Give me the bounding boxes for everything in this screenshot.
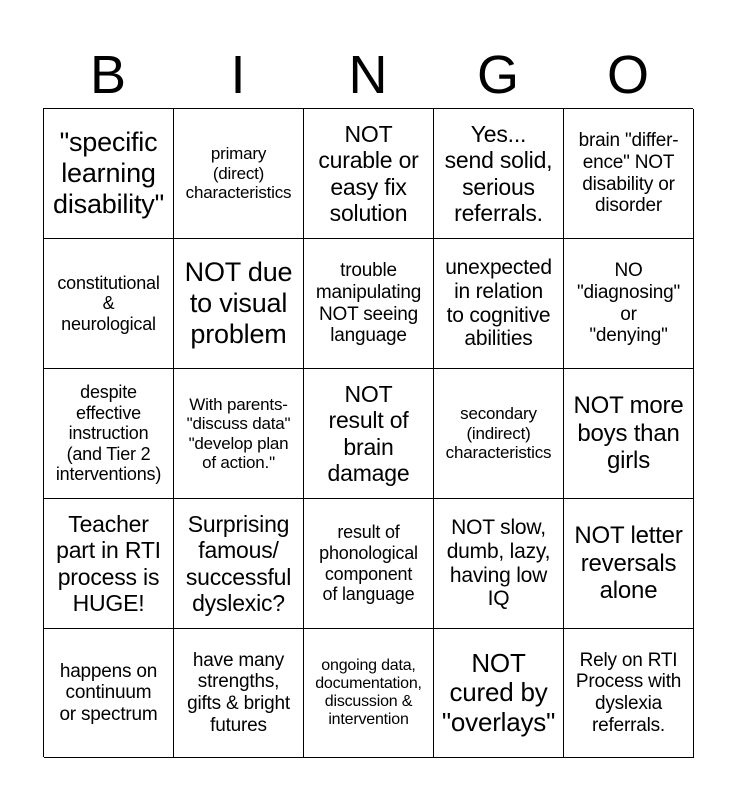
header-letter-n: N	[348, 45, 388, 105]
bingo-cell[interactable]: NOT curable or easy fix solution	[304, 109, 434, 239]
bingo-cell[interactable]: NO "diagnosing" or "denying"	[564, 239, 694, 369]
bingo-header	[43, 44, 693, 106]
bingo-cell[interactable]: trouble manipulating NOT seeing language	[304, 239, 434, 369]
bingo-cell[interactable]: ongoing data, documentation, discussion & intervention	[304, 629, 434, 758]
header-letter-g: G	[476, 45, 519, 105]
bingo-cell[interactable]: despite effective instruction (and Tier 2 interventions)	[44, 369, 174, 499]
bingo-cell[interactable]: NOT letter reversals alone	[564, 499, 694, 629]
bingo-cell[interactable]: Rely on RTI Process with dyslexia referrals.	[564, 629, 694, 758]
bingo-cell[interactable]: primary (direct) characteristics	[174, 109, 304, 239]
header-letter-i: I	[230, 45, 246, 105]
bingo-cell[interactable]: With parents- "discuss data" "develop plan of action."	[174, 369, 304, 499]
bingo-cell[interactable]: happens on continuum or spectrum	[44, 629, 174, 758]
bingo-cell[interactable]: result of phonological component of language	[304, 499, 434, 629]
bingo-cell[interactable]: unexpected in relation to cognitive abilities	[434, 239, 564, 369]
bingo-grid	[43, 108, 693, 757]
bingo-cell[interactable]: secondary (indirect) characteristics	[434, 369, 564, 499]
header-letter-b: B	[89, 45, 127, 105]
bingo-cell[interactable]: NOT cured by "overlays"	[434, 629, 564, 758]
header-letter-o: O	[606, 45, 649, 105]
bingo-cell[interactable]: brain "differ- ence" NOT disability or disorder	[564, 109, 694, 239]
bingo-cell[interactable]: NOT result of brain damage	[304, 369, 434, 499]
bingo-cell[interactable]: "specific learning disability"	[44, 109, 174, 239]
bingo-cell[interactable]: Yes... send solid, serious referrals.	[434, 109, 564, 239]
bingo-cell[interactable]: NOT due to visual problem	[174, 239, 304, 369]
bingo-cell[interactable]: NOT more boys than girls	[564, 369, 694, 499]
bingo-cell[interactable]: Teacher part in RTI process is HUGE!	[44, 499, 174, 629]
bingo-cell[interactable]: Surprising famous/ successful dyslexic?	[174, 499, 304, 629]
bingo-cell[interactable]: have many strengths, gifts & bright futures	[174, 629, 304, 758]
bingo-cell[interactable]: constitutional & neurological	[44, 239, 174, 369]
bingo-cell[interactable]: NOT slow, dumb, lazy, having low IQ	[434, 499, 564, 629]
